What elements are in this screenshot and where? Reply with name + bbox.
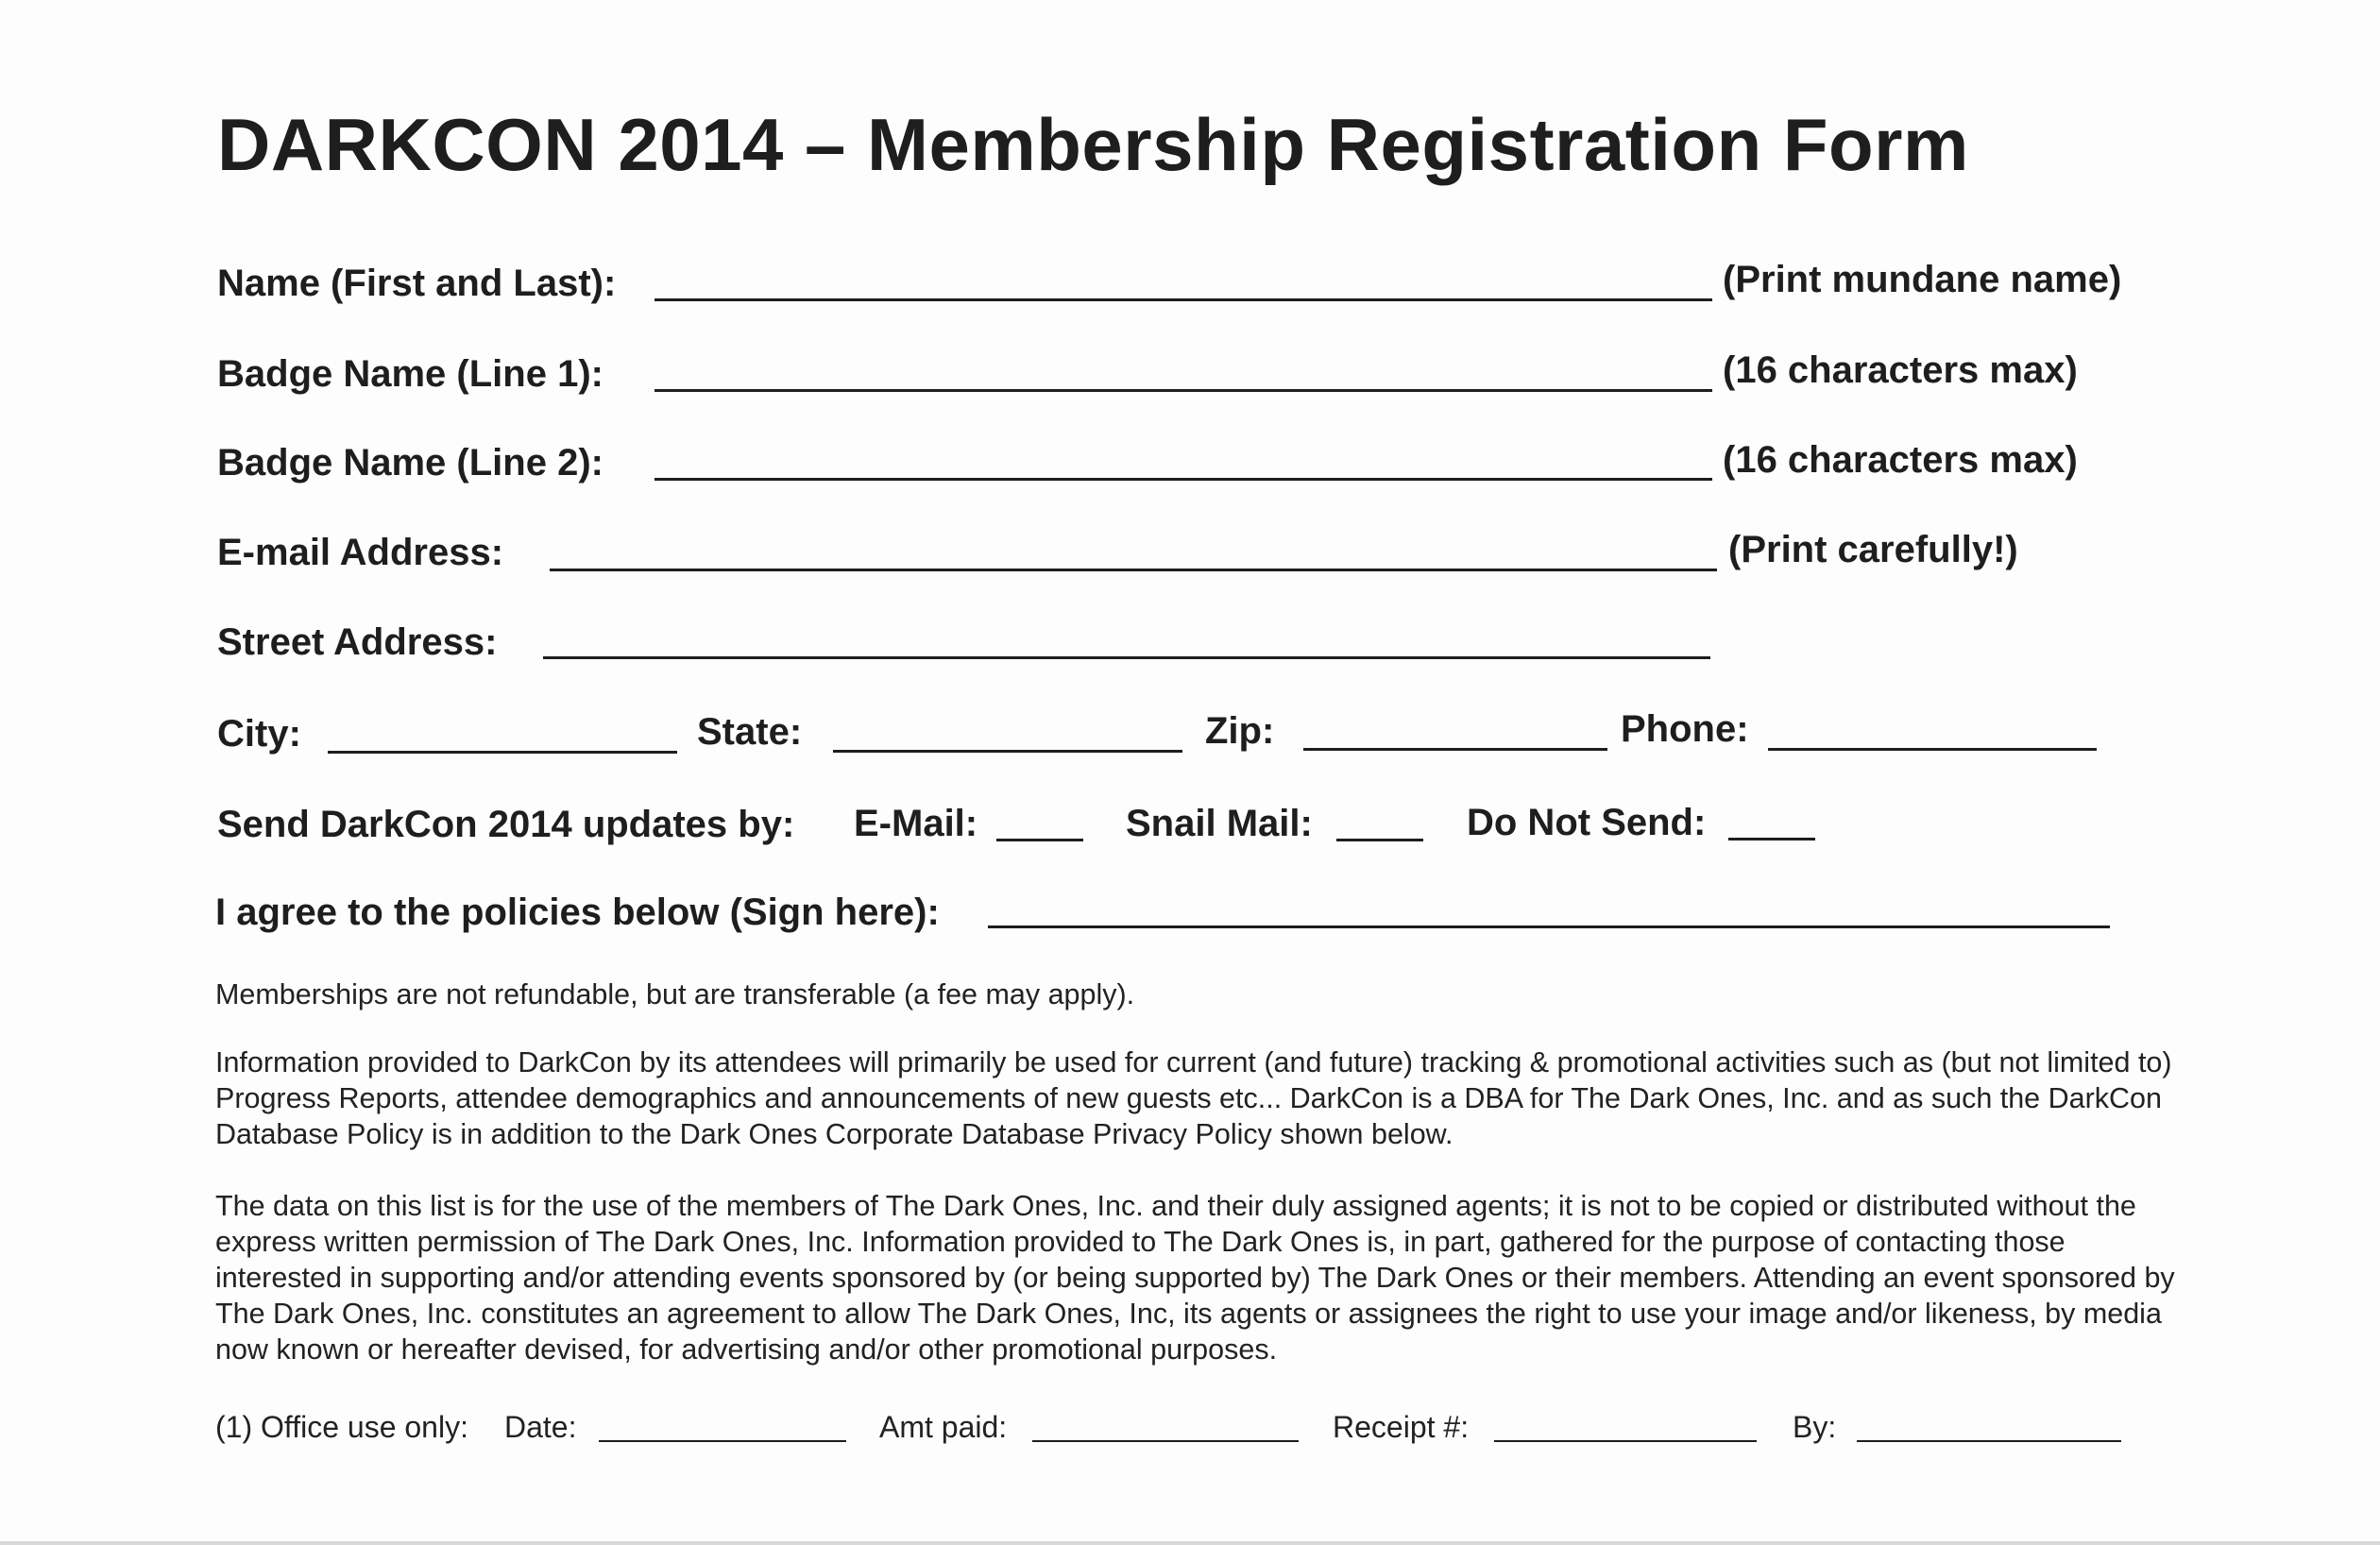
zip-field[interactable] — [1303, 748, 1607, 751]
badge-name-line1-field[interactable] — [654, 389, 1712, 392]
name-label: Name (First and Last): — [217, 263, 617, 304]
street-address-label: Street Address: — [217, 621, 498, 663]
email-label: E-mail Address: — [217, 532, 504, 573]
updates-do-not-send-field[interactable] — [1728, 838, 1815, 840]
phone-field[interactable] — [1768, 748, 2097, 751]
office-receipt-label: Receipt #: — [1333, 1410, 1470, 1444]
zip-label: Zip: — [1205, 710, 1275, 752]
office-date-field[interactable] — [599, 1440, 846, 1442]
state-label: State: — [697, 711, 803, 753]
privacy-policy-text: The data on this list is for the use of the members of The Dark Ones, Inc. and their duly assigned agents; it is not to be copied or distributed without the express written permission of The Dark Ones, Inc. Information provided to The Dark Ones is, in part, gathered for the purpose of contacting those interested in supporting and/or attending events sponsored by (or being supported by) The Dark Ones or their members. Attending an event sponsored by The Dark Ones, Inc. constitutes an agreement to allow The Dark Ones, Inc, its agents or assignees the right to use your image and/or likeness, by media now known or hereafter devised, for advertising and/or other promotional purposes. — [215, 1190, 2175, 1366]
badge-name-line1-hint: (16 characters max) — [1723, 349, 2078, 391]
updates-email-field[interactable] — [996, 839, 1083, 841]
name-field[interactable] — [654, 298, 1712, 301]
signature-field[interactable] — [988, 925, 2110, 928]
city-field[interactable] — [328, 751, 677, 754]
office-date-label: Date: — [504, 1410, 577, 1444]
phone-label: Phone: — [1621, 708, 1749, 750]
email-hint: (Print carefully!) — [1728, 529, 2018, 570]
updates-do-not-send-label: Do Not Send: — [1467, 802, 1707, 843]
name-hint: (Print mundane name) — [1723, 259, 2122, 300]
updates-snail-mail-field[interactable] — [1336, 839, 1423, 841]
updates-email-label: E-Mail: — [854, 803, 978, 844]
paper-bottom-edge — [0, 1541, 2380, 1545]
office-by-field[interactable] — [1857, 1440, 2121, 1442]
state-field[interactable] — [833, 750, 1182, 753]
office-use-label: (1) Office use only: — [215, 1410, 468, 1444]
office-by-label: By: — [1793, 1410, 1837, 1444]
office-amt-paid-field[interactable] — [1032, 1440, 1299, 1442]
street-address-field[interactable] — [543, 656, 1710, 659]
email-field[interactable] — [550, 569, 1717, 571]
updates-label: Send DarkCon 2014 updates by: — [217, 804, 795, 845]
signature-label: I agree to the policies below (Sign here): — [215, 891, 940, 933]
form-title: DARKCON 2014 – Membership Registration Form — [217, 103, 1969, 186]
badge-name-line1-label: Badge Name (Line 1): — [217, 353, 604, 395]
badge-name-line2-label: Badge Name (Line 2): — [217, 442, 604, 484]
badge-name-line2-hint: (16 characters max) — [1723, 439, 2078, 481]
database-policy-text: Information provided to DarkCon by its attendees will primarily be used for current (and future) tracking & promotional activities such as (but not limited to) Progress Reports, attendee demographics and announcements of new guests etc... DarkCon is a DBA for The Dark Ones, Inc. and as such the DarkCon Database Policy is in addition to the Dark Ones Corporate Database Privacy Policy shown below. — [215, 1046, 2172, 1150]
refund-policy-text: Memberships are not refundable, but are transferable (a fee may apply). — [215, 978, 1135, 1010]
office-receipt-field[interactable] — [1494, 1440, 1757, 1442]
badge-name-line2-field[interactable] — [654, 478, 1712, 481]
office-amt-paid-label: Amt paid: — [879, 1410, 1008, 1444]
updates-snail-mail-label: Snail Mail: — [1126, 803, 1313, 844]
city-label: City: — [217, 713, 301, 755]
